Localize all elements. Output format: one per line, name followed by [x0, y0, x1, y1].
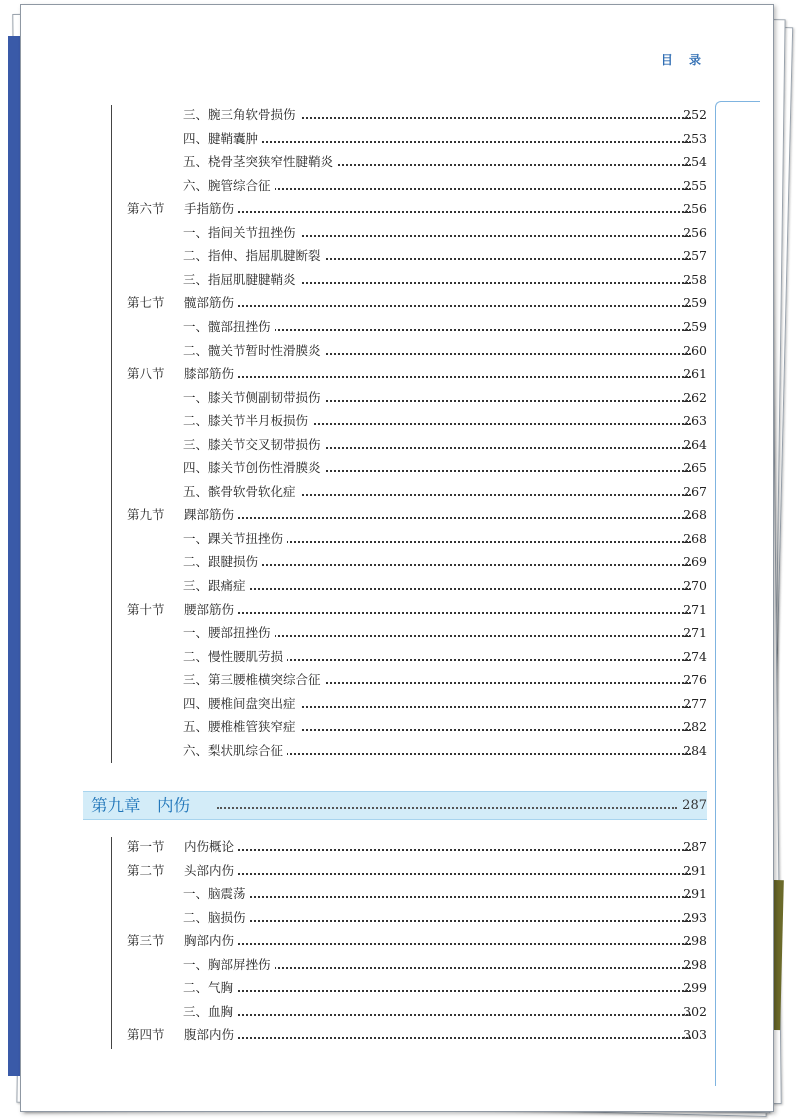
toc-entry[interactable]: [21, 837, 773, 857]
toc-entry-title: 腰部筋伤: [184, 600, 238, 620]
toc-page-number: 254: [683, 154, 707, 170]
toc-leader-dots: [211, 1037, 691, 1039]
toc-entry-title: 二、跟腱损伤: [183, 552, 262, 572]
toc-leader-dots: [211, 211, 691, 213]
toc-section-number: 第四节: [127, 1027, 165, 1043]
toc-page-number: 264: [683, 436, 707, 452]
toc-entry-title: 腹部内伤: [184, 1025, 238, 1045]
toc-page-number: 260: [683, 342, 707, 358]
toc-section-number: 第二节: [127, 862, 165, 878]
toc-leader-dots: [211, 990, 691, 992]
toc-entry[interactable]: [21, 647, 773, 667]
toc-page-number: 265: [683, 460, 707, 476]
toc-page-number: 261: [683, 366, 707, 382]
toc-leader-dots: [211, 305, 691, 307]
toc-entry[interactable]: [21, 458, 773, 478]
toc-leader-dots: [211, 873, 691, 875]
toc-page-number: 298: [683, 956, 707, 972]
toc-entry[interactable]: [21, 270, 773, 290]
toc-entry-title: 胸部内伤: [184, 931, 238, 951]
toc-page-number: 252: [683, 107, 707, 122]
toc-page: [20, 4, 774, 1112]
toc-leader-dots: [211, 612, 691, 614]
toc-page-number: 284: [683, 742, 707, 758]
toc-section-number: 第九节: [127, 507, 165, 523]
toc-entry-title: 六、腕管综合征: [183, 176, 275, 196]
toc-page-number: 258: [683, 271, 707, 287]
toc-entry-title: 一、膝关节侧副韧带损伤: [183, 388, 325, 408]
toc-leader-dots: [211, 943, 691, 945]
toc-leader-dots: [211, 517, 691, 519]
toc-leader-dots: [211, 564, 691, 566]
toc-page-number: 263: [683, 413, 707, 429]
toc-page-number: 271: [683, 601, 707, 617]
toc-entry-title: 内伤概论: [184, 837, 238, 857]
toc-entry[interactable]: [21, 978, 773, 998]
toc-entry-title: 髋部筋伤: [184, 293, 238, 313]
toc-entry-title: 二、慢性腰肌劳损: [183, 647, 287, 667]
toc-page-number: 257: [683, 248, 707, 264]
toc-entry-title: 二、指伸、指屈肌腱断裂: [183, 246, 325, 266]
toc-page-number: 276: [683, 672, 707, 688]
toc-page-number: 299: [683, 980, 707, 996]
chapter-page-number: 287: [682, 798, 707, 813]
toc-entry-title: 膝部筋伤: [184, 364, 238, 384]
toc-page-number: 287: [683, 839, 707, 854]
toc-page-number: 293: [683, 909, 707, 925]
toc-entry[interactable]: [21, 623, 773, 643]
toc-entry[interactable]: [21, 600, 773, 620]
toc-entry[interactable]: [21, 529, 773, 549]
toc-entry[interactable]: [21, 482, 773, 502]
toc-entry[interactable]: [21, 435, 773, 455]
toc-entry[interactable]: [21, 388, 773, 408]
toc-entry-title: 一、胸部屏挫伤: [183, 955, 275, 975]
toc-page-number: 256: [683, 224, 707, 240]
toc-entry-title: 二、膝关节半月板损伤: [183, 411, 312, 431]
toc-entry-title: 三、第三腰椎横突综合征: [183, 670, 325, 690]
toc-entry-title: 六、梨状肌综合征: [183, 741, 287, 761]
toc-entry-title: 一、踝关节扭挫伤: [183, 529, 287, 549]
toc-entry-title: 二、气胸: [183, 978, 237, 998]
toc-entry[interactable]: [21, 199, 773, 219]
toc-entry-title: 五、桡骨茎突狭窄性腱鞘炎: [183, 152, 337, 172]
toc-leader-dots: [211, 329, 691, 331]
toc-page-number: 271: [683, 625, 707, 641]
toc-page-number: 268: [683, 530, 707, 546]
toc-entry[interactable]: [21, 861, 773, 881]
toc-entry-title: 五、腰椎椎管狭窄症: [183, 717, 300, 737]
page-header-label: 目 录: [660, 53, 707, 67]
toc-entry[interactable]: [21, 411, 773, 431]
toc-entry[interactable]: [21, 293, 773, 313]
toc-entry[interactable]: [21, 317, 773, 337]
toc-entry[interactable]: [21, 1025, 773, 1045]
toc-page-number: 269: [683, 554, 707, 570]
toc-leader-dots: [211, 967, 691, 969]
toc-entry-title: 二、脑损伤: [183, 908, 250, 928]
toc-page-number: 268: [683, 507, 707, 523]
toc-entry-title: 一、脑震荡: [183, 884, 250, 904]
toc-entry[interactable]: [21, 908, 773, 928]
toc-leader-dots: [211, 1014, 691, 1016]
toc-entry[interactable]: [21, 694, 773, 714]
toc-page-number: 255: [683, 177, 707, 193]
toc-entry-title: 五、髌骨软骨软化症: [183, 482, 300, 502]
toc-entry-title: 二、髋关节暂时性滑膜炎: [183, 341, 325, 361]
toc-entry[interactable]: [21, 176, 773, 196]
toc-page-number: 291: [683, 886, 707, 902]
toc-entry[interactable]: [21, 152, 773, 172]
chapter-title: 第九章 内伤: [91, 792, 196, 819]
toc-page-number: 291: [683, 862, 707, 878]
toc-entry[interactable]: [21, 364, 773, 384]
toc-entry[interactable]: [21, 576, 773, 596]
toc-page-number: 277: [683, 695, 707, 711]
toc-entry[interactable]: [21, 129, 773, 149]
toc-page-number: 259: [683, 295, 707, 311]
toc-entry[interactable]: [21, 246, 773, 266]
toc-leader-dots: [211, 588, 691, 590]
toc-entry[interactable]: [21, 670, 773, 690]
toc-leader-dots: [211, 635, 691, 637]
toc-section-number: 第一节: [127, 839, 165, 854]
toc-entry-title: 头部内伤: [184, 861, 238, 881]
toc-entry[interactable]: [21, 884, 773, 904]
toc-entry-title: 三、血胸: [183, 1002, 237, 1022]
toc-section-number: 第七节: [127, 295, 165, 311]
chapter-leader-dots: [217, 807, 677, 809]
toc-entry[interactable]: [21, 223, 773, 243]
toc-entry-title: 四、腰椎间盘突出症: [183, 694, 300, 714]
toc-entry[interactable]: [21, 741, 773, 761]
toc-section-number: 第八节: [127, 366, 165, 382]
toc-entry-title: 四、膝关节创伤性滑膜炎: [183, 458, 325, 478]
toc-entry[interactable]: [21, 552, 773, 572]
toc-entry-title: 三、膝关节交叉韧带损伤: [183, 435, 325, 455]
toc-leader-dots: [211, 896, 691, 898]
toc-page-number: 270: [683, 578, 707, 593]
toc-page-number: 267: [683, 483, 707, 499]
toc-leader-dots: [211, 849, 691, 851]
toc-entry[interactable]: [21, 105, 773, 125]
toc-entry[interactable]: [21, 505, 773, 525]
toc-entry[interactable]: [21, 341, 773, 361]
toc-entry-title: 四、腱鞘囊肿: [183, 129, 262, 149]
toc-entry-title: 三、指屈肌腱腱鞘炎: [183, 270, 300, 290]
toc-page-number: 259: [683, 318, 707, 334]
toc-page-number: 303: [683, 1027, 707, 1043]
chapter-heading-band[interactable]: [83, 791, 707, 820]
toc-page-number: 302: [683, 1003, 707, 1019]
toc-page-number: 256: [683, 201, 707, 217]
toc-leader-dots: [211, 920, 691, 922]
toc-section-number: 第三节: [127, 933, 165, 949]
toc-page-number: 262: [683, 389, 707, 405]
toc-entry-title: 一、指间关节扭挫伤: [183, 223, 300, 243]
toc-entry[interactable]: [21, 955, 773, 975]
toc-entry-title: 一、腰部扭挫伤: [183, 623, 275, 643]
toc-entry[interactable]: [21, 931, 773, 951]
toc-entry[interactable]: [21, 717, 773, 737]
toc-leader-dots: [211, 188, 691, 190]
toc-entry-title: 三、跟痛症: [183, 576, 250, 596]
toc-entry-title: 踝部筋伤: [184, 505, 238, 525]
toc-page-number: 274: [683, 648, 707, 664]
toc-page-number: 253: [683, 130, 707, 146]
toc-leader-dots: [211, 376, 691, 378]
toc-entry-title: 手指筋伤: [184, 199, 238, 219]
toc-entry-title: 一、髋部扭挫伤: [183, 317, 275, 337]
toc-leader-dots: [211, 141, 691, 143]
toc-entry[interactable]: [21, 1002, 773, 1022]
toc-page-number: 298: [683, 933, 707, 949]
toc-page-number: 282: [683, 719, 707, 735]
toc-section-number: 第十节: [127, 601, 165, 617]
toc-section-number: 第六节: [127, 201, 165, 217]
toc-entry-title: 三、腕三角软骨损伤: [183, 105, 300, 125]
